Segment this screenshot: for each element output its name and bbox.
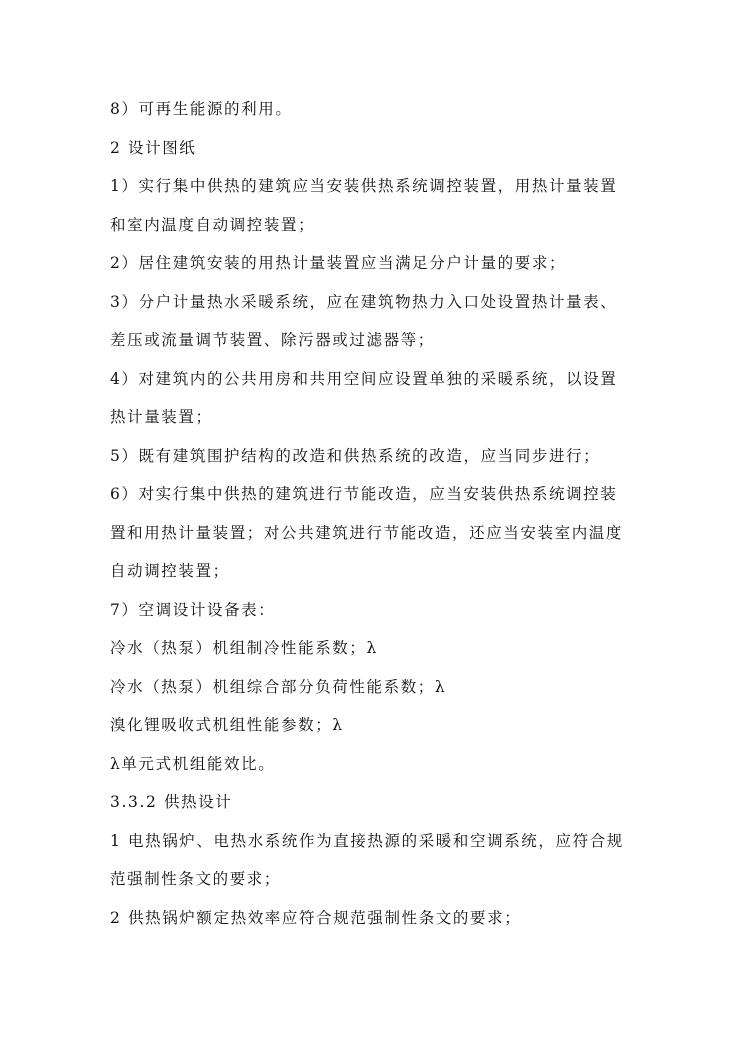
- text-line: 7）空调设计设备表：: [110, 600, 276, 619]
- text-line: 范强制性条文的要求；: [110, 870, 282, 888]
- text-line: 8）可再生能源的利用。: [110, 100, 293, 118]
- text-line: 3）分户计量热水采暖系统，应在建筑物热力入口处设置热计量表、: [110, 292, 618, 311]
- text-line: λ单元式机组能效比。: [110, 754, 276, 773]
- text-line: 冷水（热泵）机组制冷性能系数；λ: [110, 639, 378, 657]
- text-line: 1）实行集中供热的建筑应当安装供热系统调控装置，用热计量装置: [110, 177, 618, 195]
- text-line: 差压或流量调节装置、除污器或过滤器等；: [110, 331, 435, 349]
- text-line: 6）对实行集中供热的建筑进行节能改造，应当安装供热系统调控装: [110, 485, 618, 503]
- section-heading: 2 设计图纸: [110, 138, 197, 157]
- text-line: 和室内温度自动调控装置；: [110, 215, 316, 234]
- document-body: [110, 90, 635, 937]
- text-line: 5）既有建筑围护结构的改造和供热系统的改造，应当同步进行；: [110, 446, 601, 465]
- text-line: 自动调控装置；: [110, 562, 230, 580]
- section-heading: 3.3.2 供热设计: [110, 793, 233, 811]
- text-line: 4）对建筑内的公共用房和共用空间应设置单独的采暖系统，以设置: [110, 369, 618, 388]
- text-line: 冷水（热泵）机组综合部分负荷性能系数；λ: [110, 677, 447, 696]
- text-line: 1 电热锅炉、电热水系统作为直接热源的采暖和空调系统，应符合规: [110, 831, 624, 850]
- text-line: 2 供热锅炉额定热效率应符合规范强制性条文的要求；: [110, 908, 522, 927]
- text-line: 置和用热计量装置；对公共建筑进行节能改造，还应当安装室内温度: [110, 523, 624, 542]
- text-line: 2）居住建筑安装的用热计量装置应当满足分户计量的要求；: [110, 254, 567, 272]
- text-line: 溴化锂吸收式机组性能参数；λ: [110, 716, 344, 734]
- text-line: 热计量装置；: [110, 408, 213, 426]
